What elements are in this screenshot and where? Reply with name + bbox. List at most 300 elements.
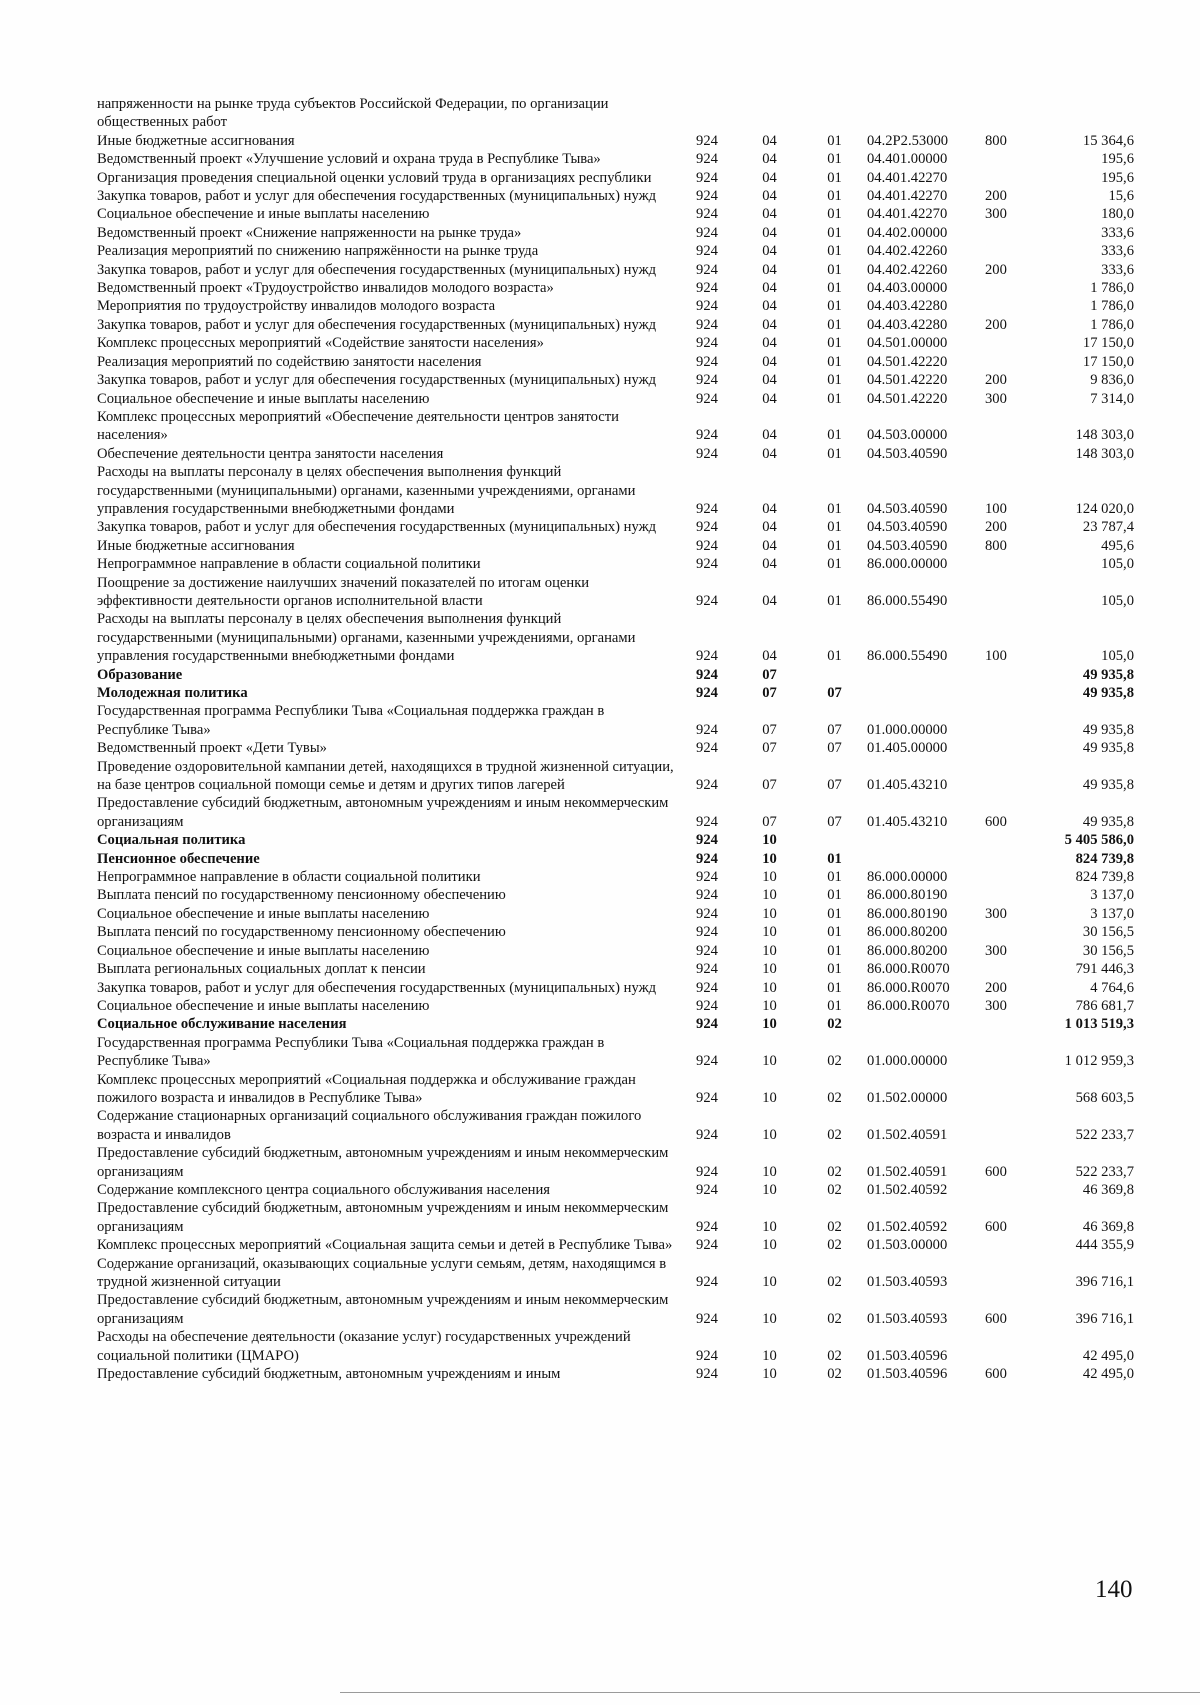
row-ved-code: 924 <box>696 353 718 370</box>
row-expense-type <box>985 1328 1037 1365</box>
table-row <box>97 279 1134 297</box>
row-expense-type <box>985 353 1037 371</box>
row-ved-code: 924 <box>696 1126 718 1143</box>
row-amount: 17 150,0 <box>1082 353 1134 370</box>
row-amount: 30 156,5 <box>1082 924 1134 941</box>
row-amount: 522 233,7 <box>1075 1126 1134 1143</box>
row-subsection-code: 02 <box>827 1237 842 1254</box>
table-row <box>97 794 1134 831</box>
row-subsection-code: 01 <box>827 979 842 996</box>
row-expense-type <box>985 1181 1037 1199</box>
row-expense-type <box>985 1034 1037 1071</box>
row-subsection-code: 01 <box>827 298 842 315</box>
row-name: Закупка товаров, работ и услуг для обеспечения государственных (муниципальных) нужд <box>97 979 657 996</box>
table-row <box>97 1255 1134 1292</box>
row-section-code <box>737 95 802 132</box>
row-target-article: 04.402.42260 <box>867 243 948 260</box>
row-ved-code: 924 <box>696 740 718 757</box>
row-section-code: 10 <box>762 905 777 922</box>
row-amount: 396 716,1 <box>1075 1310 1134 1327</box>
table-row <box>97 518 1134 536</box>
row-target-article: 04.501.42220 <box>867 372 948 389</box>
row-subsection-code: 02 <box>827 1218 842 1235</box>
row-ved-code: 924 <box>696 519 718 536</box>
row-name: Поощрение за достижение наилучших значений показателей по итогам оценки эффективности деятельности органов исполнительной власти <box>97 574 590 609</box>
row-amount: 180,0 <box>1101 206 1134 223</box>
row-target-article <box>867 1015 985 1033</box>
row-ved-code: 924 <box>696 188 718 205</box>
row-ved-code: 924 <box>696 335 718 352</box>
row-subsection-code: 02 <box>827 1163 842 1180</box>
row-name: Государственная программа Республики Тыва «Социальная поддержка граждан в Республике Тыва» <box>97 1034 605 1070</box>
page-number: 140 <box>1095 1576 1133 1603</box>
row-amount: 148 303,0 <box>1075 427 1134 444</box>
row-ved-code: 924 <box>696 132 718 149</box>
row-subsection-code: 02 <box>827 1053 842 1070</box>
row-amount: 444 355,9 <box>1075 1237 1134 1254</box>
row-subsection-code: 07 <box>827 813 842 830</box>
row-section-code: 07 <box>762 666 777 683</box>
row-ved-code: 924 <box>696 1181 718 1198</box>
row-expense-type: 600 <box>985 1218 1007 1235</box>
row-target-article <box>867 666 985 684</box>
row-ved-code: 924 <box>696 721 718 738</box>
row-name: Социальное обеспечение и иные выплаты населению <box>97 942 430 959</box>
row-amount: 1 013 519,3 <box>1064 1016 1134 1033</box>
table-row <box>97 923 1134 941</box>
row-subsection-code: 01 <box>827 500 842 517</box>
row-ved-code: 924 <box>696 1053 718 1070</box>
row-amount: 15 364,6 <box>1082 132 1134 149</box>
row-subsection-code: 01 <box>827 942 842 959</box>
row-subsection-code: 07 <box>827 721 842 738</box>
row-ved-code: 924 <box>696 298 718 315</box>
table-row <box>97 1181 1134 1199</box>
row-section-code: 04 <box>762 427 777 444</box>
row-target-article <box>867 831 985 849</box>
row-target-article: 86.000.00000 <box>867 556 948 573</box>
row-subsection-code: 01 <box>827 390 842 407</box>
row-section-code: 04 <box>762 224 777 241</box>
row-subsection-code: 07 <box>827 740 842 757</box>
row-target-article: 04.403.00000 <box>867 280 948 297</box>
row-target-article: 04.501.00000 <box>867 335 948 352</box>
row-section-code: 10 <box>762 1126 777 1143</box>
row-expense-type: 200 <box>985 316 1007 333</box>
row-amount: 105,0 <box>1101 648 1134 665</box>
row-target-article: 01.503.40593 <box>867 1274 948 1290</box>
row-subsection-code: 01 <box>827 648 842 665</box>
row-expense-type <box>985 1071 1037 1108</box>
table-row <box>97 868 1134 886</box>
row-amount: 3 137,0 <box>1090 905 1134 922</box>
table-row <box>97 1015 1134 1033</box>
row-amount: 333,6 <box>1101 224 1134 241</box>
table-row <box>97 537 1134 555</box>
row-subsection-code: 01 <box>827 924 842 941</box>
row-amount: 522 233,7 <box>1075 1163 1134 1180</box>
row-target-article: 86.000.55490 <box>867 592 948 609</box>
row-expense-type <box>985 868 1037 886</box>
table-row <box>97 390 1134 408</box>
row-name: Предоставление субсидий бюджетным, автономным учреждениям и иным <box>97 1366 561 1383</box>
row-expense-type: 200 <box>985 261 1007 278</box>
row-section-code: 04 <box>762 445 777 462</box>
row-name: Реализация мероприятий по содействию занятости населения <box>97 353 482 370</box>
row-amount: 124 020,0 <box>1075 500 1134 517</box>
row-amount: 9 836,0 <box>1090 372 1134 389</box>
row-expense-type <box>985 684 1037 702</box>
table-row <box>97 1291 1134 1328</box>
table-row <box>97 758 1134 795</box>
row-section-code: 04 <box>762 500 777 517</box>
row-name: Социальное обслуживание населения <box>97 1016 347 1033</box>
row-name: Закупка товаров, работ и услуг для обеспечения государственных (муниципальных) нужд <box>97 519 657 536</box>
table-row <box>97 1199 1134 1236</box>
row-target-article <box>867 95 985 132</box>
row-section-code: 04 <box>762 648 777 665</box>
row-target-article: 86.000.80190 <box>867 887 948 904</box>
row-subsection-code: 01 <box>827 997 842 1014</box>
row-amount: 791 446,3 <box>1075 961 1134 978</box>
row-target-article: 86.000.80190 <box>867 905 948 922</box>
row-subsection-code: 02 <box>827 1347 842 1364</box>
row-amount: 4 764,6 <box>1090 979 1134 996</box>
row-expense-type <box>985 1107 1037 1144</box>
row-name: Предоставление субсидий бюджетным, автономным учреждениям и иным некоммерческим организациям <box>97 795 669 830</box>
table-row <box>97 1236 1134 1254</box>
row-target-article <box>867 684 985 702</box>
row-section-code: 04 <box>762 151 777 168</box>
row-name: Мероприятия по трудоустройству инвалидов молодого возраста <box>97 298 496 315</box>
row-amount: 46 369,8 <box>1082 1181 1134 1198</box>
row-ved-code: 924 <box>696 224 718 241</box>
row-expense-type <box>985 666 1037 684</box>
row-section-code: 10 <box>762 924 777 941</box>
row-subsection-code: 01 <box>827 316 842 333</box>
row-expense-type <box>985 886 1037 904</box>
row-target-article: 04.402.42260 <box>867 261 948 278</box>
row-section-code: 10 <box>762 1366 777 1383</box>
row-section-code: 04 <box>762 169 777 186</box>
row-ved-code: 924 <box>696 648 718 665</box>
row-section-code: 10 <box>762 997 777 1014</box>
row-section-code: 10 <box>762 961 777 978</box>
row-subsection-code <box>802 831 867 849</box>
row-amount: 824 739,8 <box>1075 869 1134 886</box>
row-subsection-code: 01 <box>827 169 842 186</box>
row-target-article: 04.401.42270 <box>867 169 948 186</box>
row-target-article: 04.503.40590 <box>867 500 948 517</box>
row-subsection-code <box>802 95 867 132</box>
row-ved-code: 924 <box>696 1163 718 1180</box>
row-name: Социальное обеспечение и иные выплаты населению <box>97 206 430 223</box>
row-name: Расходы на выплаты персоналу в целях обеспечения выполнения функций государственными (муниципальными) органами, казенными учреждениями, органами управления государственными внебюджетными фондами <box>97 611 636 665</box>
row-expense-type <box>985 960 1037 978</box>
row-section-code: 10 <box>762 1053 777 1070</box>
table-row <box>97 979 1134 997</box>
row-ved-code: 924 <box>696 1274 718 1290</box>
row-target-article: 01.502.40592 <box>867 1181 948 1198</box>
row-ved-code: 924 <box>696 1218 718 1235</box>
row-name: Содержание организаций, оказывающих социальные услуги семьям, детям, находящимся в трудной жизненной ситуации <box>97 1255 667 1290</box>
table-row <box>97 1107 1134 1144</box>
row-section-code: 04 <box>762 206 777 223</box>
row-expense-type: 600 <box>985 1366 1007 1383</box>
table-row <box>97 242 1134 260</box>
row-subsection-code: 01 <box>827 151 842 168</box>
row-subsection-code: 01 <box>827 224 842 241</box>
row-expense-type <box>985 923 1037 941</box>
row-subsection-code: 01 <box>827 206 842 223</box>
row-subsection-code: 01 <box>827 556 842 573</box>
row-amount: 1 012 959,3 <box>1064 1053 1134 1070</box>
row-name: Ведомственный проект «Снижение напряженности на рынке труда» <box>97 224 522 241</box>
row-target-article: 01.405.43210 <box>867 777 948 794</box>
row-amount: 1 786,0 <box>1090 280 1134 297</box>
table-row <box>97 574 1134 611</box>
row-target-article: 86.000.55490 <box>867 648 948 665</box>
row-expense-type <box>985 95 1037 132</box>
row-name: Предоставление субсидий бюджетным, автономным учреждениям и иным некоммерческим организациям <box>97 1200 669 1235</box>
row-subsection-code: 01 <box>827 132 842 149</box>
table-row <box>97 95 1134 132</box>
row-expense-type: 200 <box>985 519 1007 536</box>
row-amount: 1 786,0 <box>1090 316 1134 333</box>
row-ved-code: 924 <box>696 500 718 517</box>
row-amount: 17 150,0 <box>1082 335 1134 352</box>
row-expense-type <box>985 702 1037 739</box>
table-row <box>97 886 1134 904</box>
row-amount: 23 787,4 <box>1082 519 1134 536</box>
row-name: Содержание стационарных организаций социального обслуживания граждан пожилого возраста и инвалидов <box>97 1108 642 1143</box>
table-row <box>97 850 1134 868</box>
row-expense-type <box>985 831 1037 849</box>
row-expense-type <box>985 850 1037 868</box>
row-target-article: 04.2Р2.53000 <box>867 132 949 149</box>
row-section-code: 04 <box>762 372 777 389</box>
row-subsection-code: 02 <box>827 1310 842 1327</box>
table-row <box>97 261 1134 279</box>
row-target-article: 04.503.40590 <box>867 519 948 536</box>
row-ved-code: 924 <box>696 942 718 959</box>
row-amount: 1 786,0 <box>1090 298 1134 315</box>
row-ved-code: 924 <box>696 556 718 573</box>
row-section-code: 04 <box>762 353 777 370</box>
row-name: Ведомственный проект «Улучшение условий и охрана труда в Республике Тыва» <box>97 151 601 168</box>
row-name: Комплекс процессных мероприятий «Социальная поддержка и обслуживание граждан пожилого возраста и инвалидов в Республике Тыва» <box>97 1071 636 1106</box>
table-row <box>97 1071 1134 1108</box>
row-ved-code: 924 <box>696 316 718 333</box>
row-name: Предоставление субсидий бюджетным, автономным учреждениям и иным некоммерческим организациям <box>97 1145 669 1180</box>
row-ved-code: 924 <box>696 777 718 794</box>
row-name: Выплата пенсий по государственному пенсионному обеспечению <box>97 887 506 904</box>
row-expense-type: 100 <box>985 500 1007 517</box>
row-expense-type: 300 <box>985 942 1007 959</box>
row-target-article: 01.405.00000 <box>867 740 948 757</box>
row-section-code: 10 <box>762 1237 777 1254</box>
row-expense-type <box>985 758 1037 795</box>
row-amount: 824 739,8 <box>1075 850 1134 867</box>
row-expense-type: 600 <box>985 813 1007 830</box>
row-ved-code: 924 <box>696 961 718 978</box>
row-subsection-code: 02 <box>827 1089 842 1106</box>
row-amount: 49 935,8 <box>1082 721 1134 738</box>
row-name: Образование <box>97 666 183 683</box>
row-expense-type <box>985 574 1037 611</box>
row-ved-code: 924 <box>696 1089 718 1106</box>
row-target-article: 86.000.R0070 <box>867 997 950 1014</box>
scan-edge-line <box>340 1692 1200 1693</box>
row-section-code: 10 <box>762 832 777 849</box>
row-ved-code: 924 <box>696 666 718 683</box>
row-amount: 195,6 <box>1101 169 1134 186</box>
row-section-code: 10 <box>762 887 777 904</box>
row-name: Реализация мероприятий по снижению напряжённости на рынке труда <box>97 243 539 260</box>
row-amount: 786 681,7 <box>1075 997 1134 1014</box>
row-amount: 49 935,8 <box>1082 777 1134 794</box>
row-expense-type: 300 <box>985 905 1007 922</box>
row-target-article: 01.000.00000 <box>867 721 948 738</box>
row-section-code: 07 <box>762 685 777 701</box>
row-target-article: 04.401.42270 <box>867 188 948 205</box>
row-name: Пенсионное обеспечение <box>97 850 260 867</box>
row-section-code: 10 <box>762 1218 777 1235</box>
row-amount <box>1037 95 1134 132</box>
row-section-code: 04 <box>762 316 777 333</box>
row-section-code: 10 <box>762 1310 777 1327</box>
row-ved-code: 924 <box>696 445 718 462</box>
row-amount: 49 935,8 <box>1082 740 1134 757</box>
row-expense-type <box>985 1015 1037 1033</box>
row-ved-code: 924 <box>696 390 718 407</box>
row-expense-type: 600 <box>985 1163 1007 1180</box>
row-expense-type: 300 <box>985 997 1007 1014</box>
row-amount: 30 156,5 <box>1082 942 1134 959</box>
row-ved-code <box>677 95 737 132</box>
row-ved-code: 924 <box>696 1237 718 1254</box>
row-target-article <box>867 850 985 868</box>
row-subsection-code: 01 <box>827 261 842 278</box>
row-name: Иные бюджетные ассигнования <box>97 537 295 554</box>
row-subsection-code: 02 <box>827 1016 842 1033</box>
row-name: Государственная программа Республики Тыва «Социальная поддержка граждан в Республике Тыва» <box>97 703 605 738</box>
row-name: Закупка товаров, работ и услуг для обеспечения государственных (муниципальных) нужд <box>97 188 657 205</box>
row-section-code: 10 <box>762 1163 777 1180</box>
row-expense-type <box>985 445 1037 463</box>
row-ved-code: 924 <box>696 850 718 867</box>
row-subsection-code: 01 <box>827 335 842 352</box>
row-ved-code: 924 <box>696 832 718 849</box>
row-section-code: 04 <box>762 592 777 609</box>
row-ved-code: 924 <box>696 997 718 1014</box>
row-target-article: 01.503.00000 <box>867 1237 948 1254</box>
row-ved-code: 924 <box>696 427 718 444</box>
row-amount: 49 935,8 <box>1082 666 1134 683</box>
row-subsection-code: 01 <box>827 353 842 370</box>
row-subsection-code: 01 <box>827 280 842 297</box>
row-section-code: 10 <box>762 942 777 959</box>
row-name: Проведение оздоровительной кампании детей, находящихся в трудной жизненной ситуации, на базе центров социальной помощи семье и детям и других типов лагерей <box>97 758 674 794</box>
row-target-article: 86.000.R0070 <box>867 961 950 978</box>
row-expense-type: 600 <box>985 1310 1007 1327</box>
row-ved-code: 924 <box>696 924 718 941</box>
row-name: Содержание комплексного центра социального обслуживания населения <box>97 1181 551 1198</box>
row-subsection-code <box>802 666 867 684</box>
row-name: Социальная политика <box>97 832 246 849</box>
row-target-article: 04.403.42280 <box>867 298 948 315</box>
row-amount: 396 716,1 <box>1075 1274 1134 1290</box>
row-ved-code: 924 <box>696 261 718 278</box>
row-section-code: 04 <box>762 335 777 352</box>
row-expense-type: 100 <box>985 648 1007 665</box>
table-row <box>97 353 1134 371</box>
table-row <box>97 1328 1134 1365</box>
row-ved-code: 924 <box>696 905 718 922</box>
row-name: Ведомственный проект «Дети Тувы» <box>97 740 327 757</box>
row-name: Расходы на выплаты персоналу в целях обеспечения выполнения функций государственными (муниципальными) органами, казенными учреждениями, органами управления государственными внебюджетными фондами <box>97 464 636 517</box>
row-name: Выплата пенсий по государственному пенсионному обеспечению <box>97 924 506 941</box>
row-expense-type <box>985 334 1037 352</box>
row-section-code: 10 <box>762 850 777 867</box>
row-target-article: 86.000.80200 <box>867 924 948 941</box>
row-name: Закупка товаров, работ и услуг для обеспечения государственных (муниципальных) нужд <box>97 261 657 278</box>
row-ved-code: 924 <box>696 1347 718 1364</box>
table-row <box>97 610 1134 665</box>
row-amount: 49 935,8 <box>1082 685 1134 701</box>
row-subsection-code: 01 <box>827 243 842 260</box>
row-amount: 49 935,8 <box>1082 813 1134 830</box>
row-name: Комплекс процессных мероприятий «Обеспечение деятельности центров занятости населения» <box>97 408 619 444</box>
row-target-article: 01.503.40593 <box>867 1310 948 1327</box>
row-expense-type: 300 <box>985 390 1007 407</box>
row-ved-code: 924 <box>696 685 718 701</box>
table-row <box>97 684 1134 702</box>
row-amount: 105,0 <box>1101 592 1134 609</box>
row-target-article: 04.503.00000 <box>867 427 948 444</box>
table-row <box>97 555 1134 573</box>
row-amount: 42 495,0 <box>1082 1366 1134 1383</box>
row-amount: 195,6 <box>1101 151 1134 168</box>
row-section-code: 04 <box>762 556 777 573</box>
row-subsection-code: 01 <box>827 850 842 867</box>
row-section-code: 04 <box>762 261 777 278</box>
row-ved-code: 924 <box>696 1310 718 1327</box>
row-name: Непрограммное направление в области социальной политики <box>97 869 481 886</box>
row-target-article: 04.503.40590 <box>867 445 948 462</box>
row-amount: 46 369,8 <box>1082 1218 1134 1235</box>
row-target-article: 01.502.40592 <box>867 1218 948 1235</box>
row-name: Закупка товаров, работ и услуг для обеспечения государственных (муниципальных) нужд <box>97 372 657 389</box>
row-name: Комплекс процессных мероприятий «Содействие занятости населения» <box>97 335 544 352</box>
table-row <box>97 297 1134 315</box>
row-section-code: 04 <box>762 243 777 260</box>
row-target-article: 01.000.00000 <box>867 1053 948 1070</box>
row-subsection-code: 07 <box>827 685 842 701</box>
row-ved-code: 924 <box>696 372 718 389</box>
row-amount: 333,6 <box>1101 243 1134 260</box>
row-expense-type <box>985 242 1037 260</box>
row-expense-type <box>985 739 1037 757</box>
row-section-code: 04 <box>762 390 777 407</box>
row-amount: 15,6 <box>1108 188 1134 205</box>
row-expense-type: 300 <box>985 206 1007 223</box>
table-row <box>97 1365 1134 1383</box>
row-name: Непрограммное направление в области социальной политики <box>97 556 481 573</box>
row-ved-code: 924 <box>696 243 718 260</box>
table-row <box>97 316 1134 334</box>
row-section-code: 04 <box>762 188 777 205</box>
